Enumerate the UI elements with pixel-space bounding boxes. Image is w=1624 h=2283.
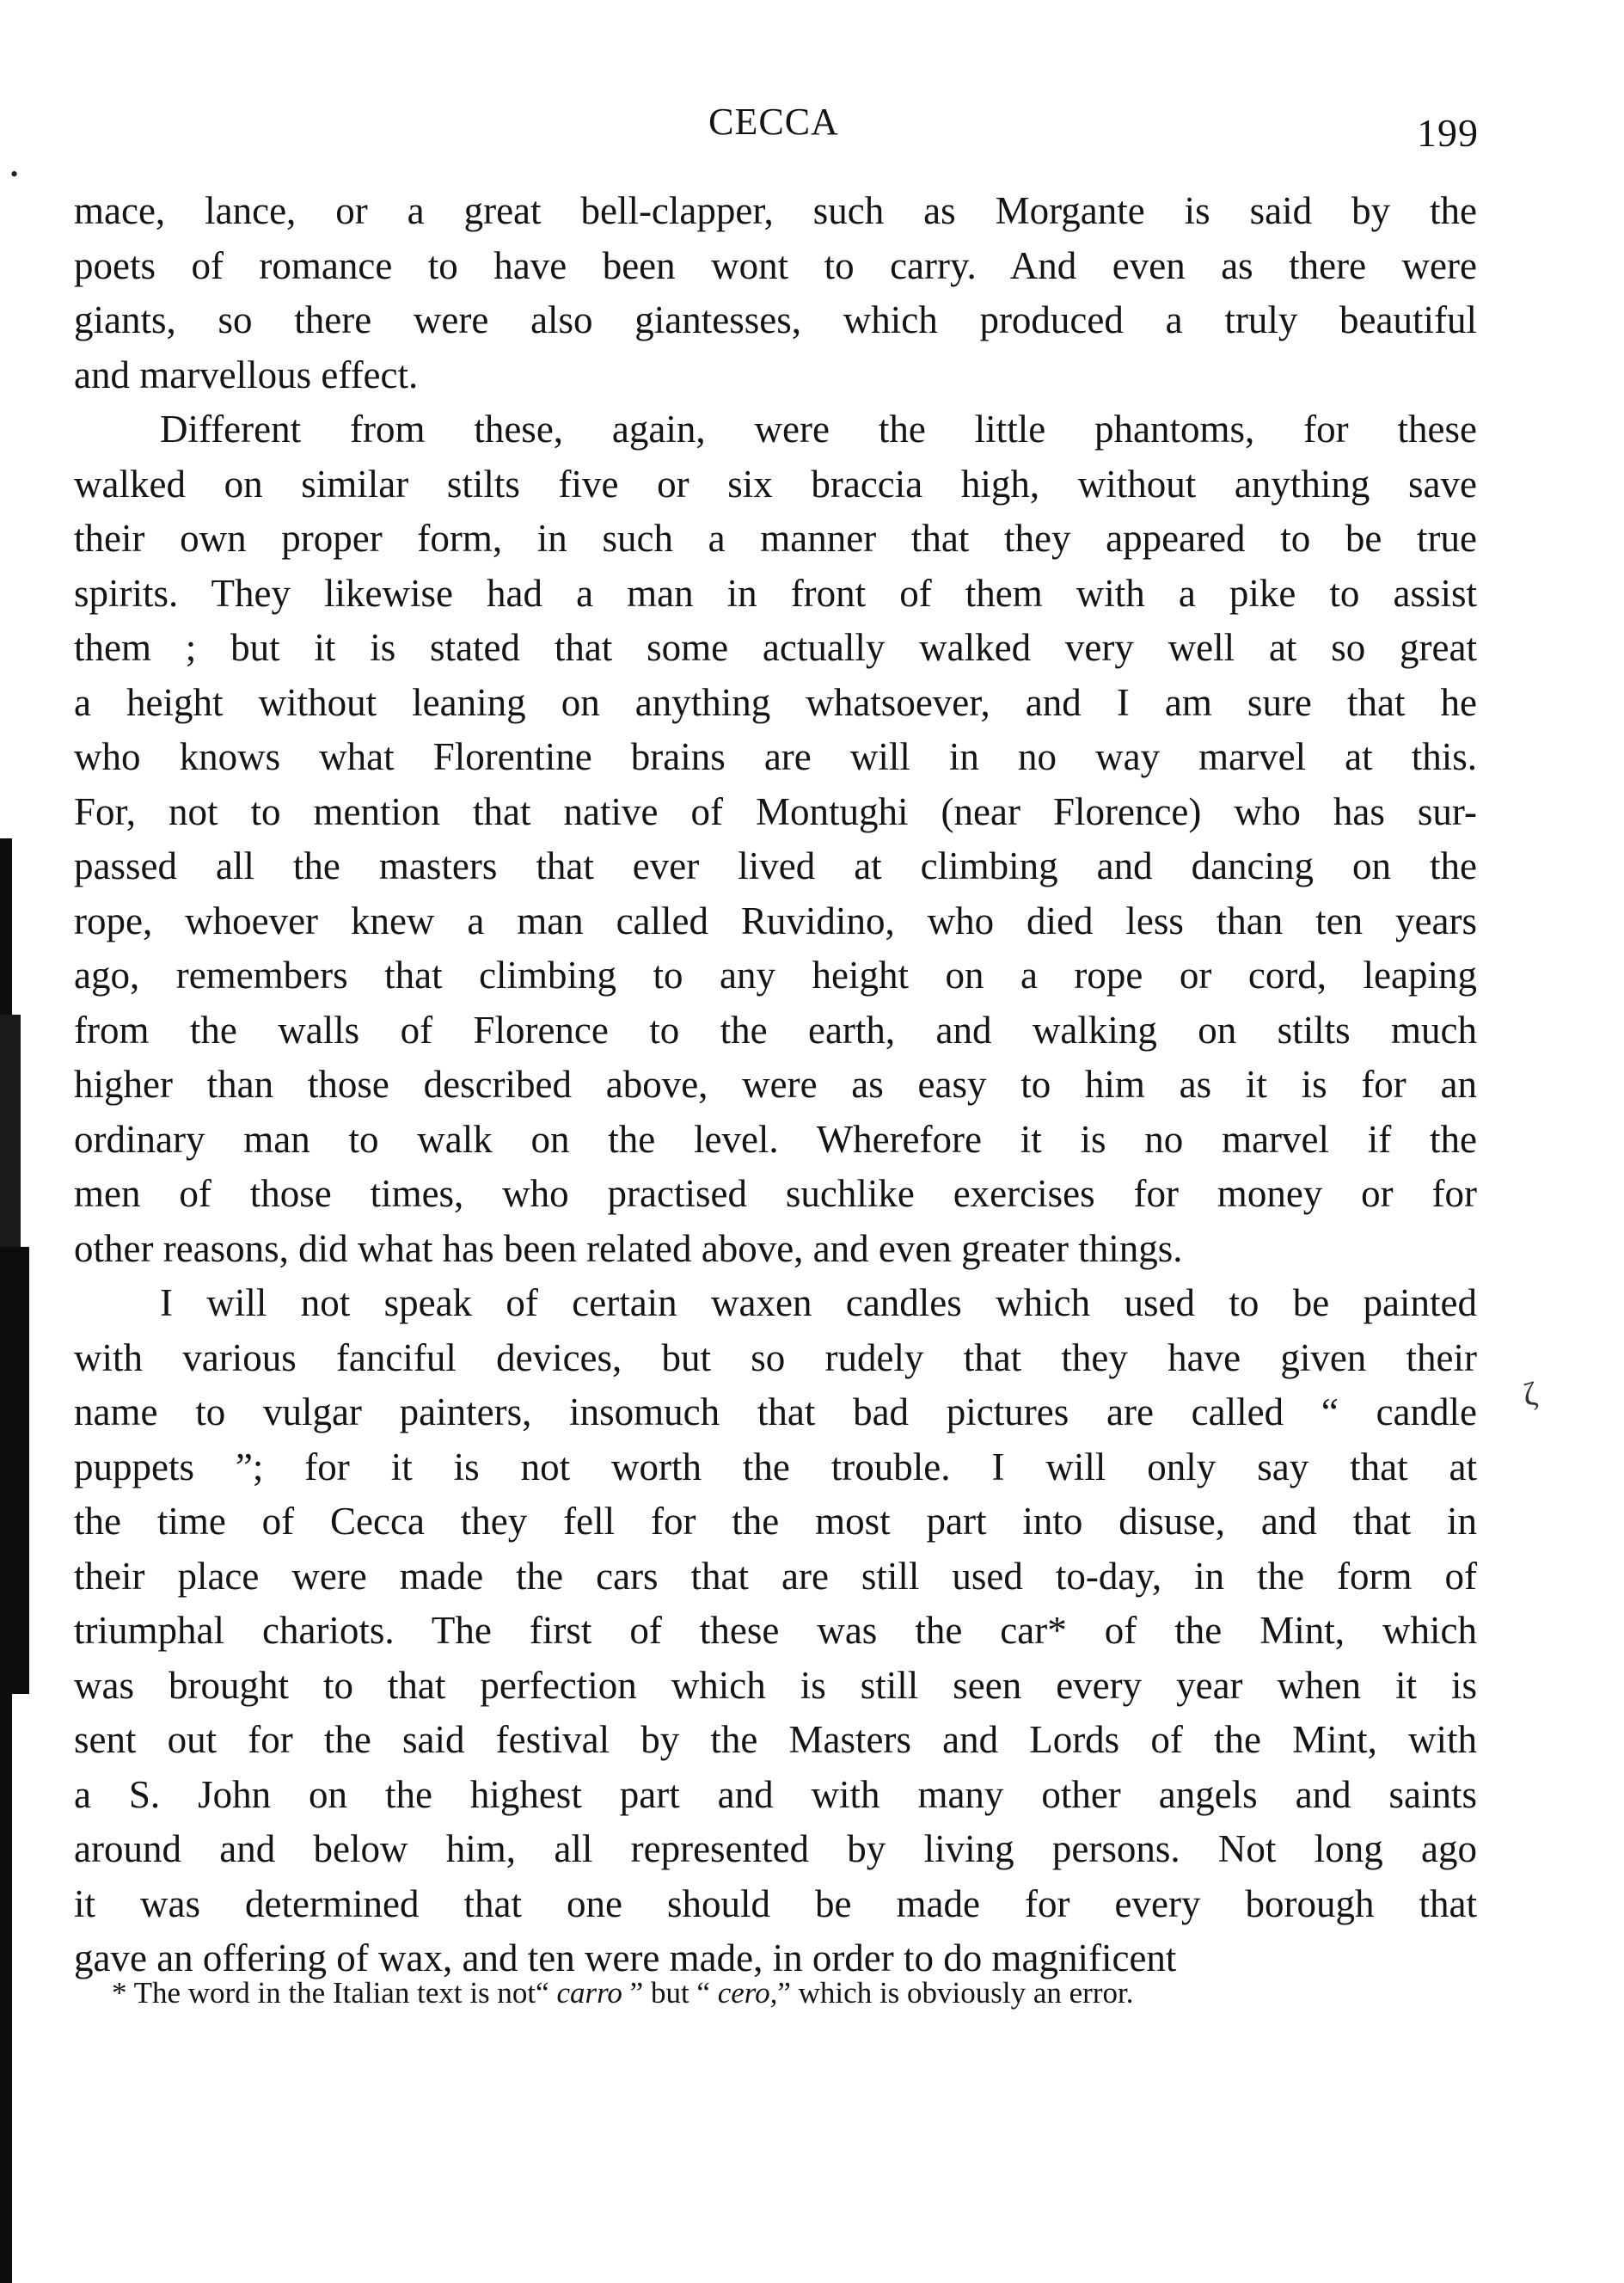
text-line: giants, so there were also giantesses, which produced a truly beautiful [74,298,1477,341]
text-line: name to vulgar painters, insomuch that bad pictures are called “ candle [74,1390,1477,1433]
text-line: I will not speak of certain waxen candles which used to be painted [160,1281,1477,1324]
footnote-text-middle: ” but “ [622,1976,718,2010]
text-line: a S. John on the highest part and with many other angels and saints [74,1772,1477,1816]
paragraph [74,402,1477,1276]
text-line: around and below him, all represented by living persons. Not long ago [74,1827,1477,1870]
text-line: men of those times, who practised suchlike exercises for money or for [74,1172,1477,1215]
page-number: 199 [1417,111,1479,155]
footnote [112,1972,1470,2015]
footnote-term-carro: carro [556,1976,622,2010]
page-title: CECCA [708,101,839,143]
text-line: ago, remembers that climbing to any height on a rope or cord, leaping [74,954,1477,997]
binding-shadow-wide [0,1247,29,1694]
corner-speck-mark: • [10,162,19,187]
text-line: from the walls of Florence to the earth, and walking on stilts much [74,1008,1477,1052]
text-line: them ; but it is stated that some actually walked very well at so great [74,626,1477,669]
footnote-marker: * [112,1976,127,2010]
text-line: For, not to mention that native of Montughi (near Florence) who has sur- [74,789,1477,833]
text-line: walked on similar stilts five or six braccia high, without anything save [74,462,1477,506]
text-line: higher than those described above, were as easy to him as it is for an [74,1063,1477,1106]
text-line: gave an offering of wax, and ten were made, in order to do magnificent [74,1936,1177,1979]
paragraph [74,1276,1477,1986]
text-line: other reasons, did what has been related above, and even greater things. [74,1226,1183,1270]
body-text [74,184,1477,1986]
text-line: ordinary man to walk on the level. Wherefore it is no marvel if the [74,1117,1477,1161]
running-head [69,95,1479,155]
text-line: rope, whoever knew a man called Ruvidino, who died less than ten years [74,899,1477,942]
text-line: poets of romance to have been wont to carry. And even as there were [74,243,1477,287]
text-line: passed all the masters that ever lived at climbing and dancing on the [74,844,1477,887]
footnote-text-before: The word in the Italian text is not“ [126,1976,557,2010]
text-line: and marvellous effect. [74,353,419,396]
footnote-text-after: ” which is obviously an error. [777,1976,1134,2010]
text-line: a height without leaning on anything whatsoever, and I am sure that he [74,680,1477,724]
text-line: it was determined that one should be made for every borough that [74,1881,1477,1925]
text-line: triumphal chariots. The first of these was the car* of the Mint, which [74,1609,1477,1652]
text-line: Different from these, again, were the little phantoms, for these [160,408,1477,451]
text-line: who knows what Florentine brains are will in no way marvel at this. [74,735,1477,778]
footnote-term-cero: cero, [717,1976,778,2010]
text-line: spirits. They likewise had a man in front of them with a pike to assist [74,571,1477,615]
binding-shadow-mid [0,1015,21,1247]
text-line: puppets ”; for it is not worth the trouble. I will only say that at [74,1445,1477,1488]
text-line: the time of Cecca they fell for the most part into disuse, and that in [74,1500,1477,1543]
paragraph [74,184,1477,402]
margin-pencil-mark: ζ [1520,1375,1541,1415]
text-line: was brought to that perfection which is still seen every year when it is [74,1663,1477,1707]
text-line: with various fanciful devices, but so rudely that they have given their [74,1335,1477,1379]
text-line: sent out for the said festival by the Masters and Lords of the Mint, with [74,1718,1477,1761]
text-line: mace, lance, or a great bell-clapper, such as Morgante is said by the [74,189,1477,232]
text-line: their own proper form, in such a manner that they appeared to be true [74,517,1477,560]
text-line: their place were made the cars that are still used to-day, in the form of [74,1554,1477,1598]
